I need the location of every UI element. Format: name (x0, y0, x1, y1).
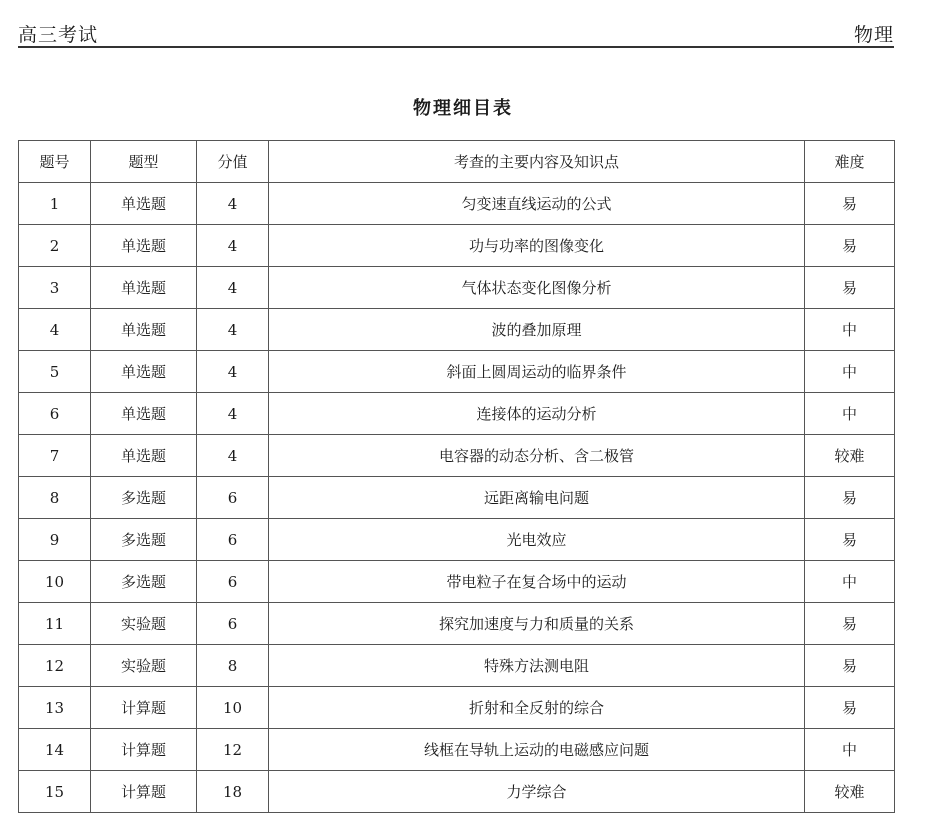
cell-score: 6 (197, 477, 269, 519)
cell-difficulty: 较难 (805, 435, 895, 477)
table-row (19, 351, 895, 393)
cell-difficulty: 较难 (805, 771, 895, 813)
cell-score: 4 (197, 183, 269, 225)
cell-difficulty: 易 (805, 267, 895, 309)
cell-number: 3 (19, 267, 91, 309)
cell-content: 探究加速度与力和质量的关系 (269, 603, 805, 645)
cell-number: 9 (19, 519, 91, 561)
cell-score: 18 (197, 771, 269, 813)
cell-content: 气体状态变化图像分析 (269, 267, 805, 309)
cell-difficulty: 易 (805, 687, 895, 729)
detail-table (18, 140, 895, 813)
cell-number: 7 (19, 435, 91, 477)
cell-score: 10 (197, 687, 269, 729)
cell-content: 连接体的运动分析 (269, 393, 805, 435)
cell-number: 6 (19, 393, 91, 435)
cell-number: 2 (19, 225, 91, 267)
cell-type: 单选题 (91, 309, 197, 351)
table-header-row (19, 141, 895, 183)
cell-content: 远距离输电问题 (269, 477, 805, 519)
cell-type: 单选题 (91, 351, 197, 393)
cell-difficulty: 易 (805, 519, 895, 561)
table-row (19, 687, 895, 729)
cell-content: 功与功率的图像变化 (269, 225, 805, 267)
column-header-number: 题号 (19, 141, 91, 183)
cell-type: 单选题 (91, 225, 197, 267)
column-header-score: 分值 (197, 141, 269, 183)
table-row (19, 183, 895, 225)
cell-number: 12 (19, 645, 91, 687)
cell-content: 斜面上圆周运动的临界条件 (269, 351, 805, 393)
cell-type: 多选题 (91, 477, 197, 519)
cell-score: 4 (197, 393, 269, 435)
cell-number: 15 (19, 771, 91, 813)
cell-content: 特殊方法测电阻 (269, 645, 805, 687)
cell-difficulty: 易 (805, 603, 895, 645)
cell-number: 14 (19, 729, 91, 771)
table-row (19, 519, 895, 561)
cell-type: 实验题 (91, 603, 197, 645)
cell-number: 13 (19, 687, 91, 729)
cell-type: 单选题 (91, 267, 197, 309)
column-header-type: 题型 (91, 141, 197, 183)
table-row (19, 771, 895, 813)
column-header-difficulty: 难度 (805, 141, 895, 183)
cell-difficulty: 易 (805, 477, 895, 519)
page-title: 物理细目表 (413, 98, 513, 119)
table-row (19, 225, 895, 267)
page-header (18, 14, 894, 48)
cell-number: 10 (19, 561, 91, 603)
cell-content: 光电效应 (269, 519, 805, 561)
table-row (19, 477, 895, 519)
exam-name: 高三考试 (18, 24, 99, 46)
cell-difficulty: 易 (805, 645, 895, 687)
cell-content: 力学综合 (269, 771, 805, 813)
cell-type: 单选题 (91, 183, 197, 225)
cell-score: 6 (197, 561, 269, 603)
cell-number: 1 (19, 183, 91, 225)
cell-content: 带电粒子在复合场中的运动 (269, 561, 805, 603)
table-row (19, 267, 895, 309)
table-row (19, 645, 895, 687)
cell-score: 6 (197, 519, 269, 561)
cell-content: 折射和全反射的综合 (269, 687, 805, 729)
cell-difficulty: 中 (805, 351, 895, 393)
cell-score: 6 (197, 603, 269, 645)
table-row (19, 393, 895, 435)
table-row (19, 435, 895, 477)
cell-score: 12 (197, 729, 269, 771)
cell-difficulty: 中 (805, 309, 895, 351)
cell-score: 4 (197, 435, 269, 477)
cell-difficulty: 中 (805, 393, 895, 435)
cell-difficulty: 易 (805, 225, 895, 267)
cell-type: 多选题 (91, 519, 197, 561)
table-row (19, 309, 895, 351)
cell-content: 匀变速直线运动的公式 (269, 183, 805, 225)
cell-type: 计算题 (91, 729, 197, 771)
cell-type: 实验题 (91, 645, 197, 687)
subject-name: 物理 (853, 24, 894, 46)
table-row (19, 603, 895, 645)
cell-number: 4 (19, 309, 91, 351)
cell-number: 5 (19, 351, 91, 393)
cell-score: 4 (197, 267, 269, 309)
column-header-content: 考查的主要内容及知识点 (269, 141, 805, 183)
cell-difficulty: 中 (805, 561, 895, 603)
table-body (19, 183, 895, 813)
cell-type: 计算题 (91, 687, 197, 729)
cell-number: 11 (19, 603, 91, 645)
cell-type: 单选题 (91, 435, 197, 477)
cell-difficulty: 中 (805, 729, 895, 771)
cell-score: 4 (197, 309, 269, 351)
table-row (19, 729, 895, 771)
table-row (19, 561, 895, 603)
cell-content: 电容器的动态分析、含二极管 (269, 435, 805, 477)
cell-number: 8 (19, 477, 91, 519)
cell-difficulty: 易 (805, 183, 895, 225)
cell-type: 单选题 (91, 393, 197, 435)
cell-score: 4 (197, 225, 269, 267)
cell-type: 计算题 (91, 771, 197, 813)
cell-score: 8 (197, 645, 269, 687)
cell-type: 多选题 (91, 561, 197, 603)
cell-content: 线框在导轨上运动的电磁感应问题 (269, 729, 805, 771)
cell-score: 4 (197, 351, 269, 393)
cell-content: 波的叠加原理 (269, 309, 805, 351)
